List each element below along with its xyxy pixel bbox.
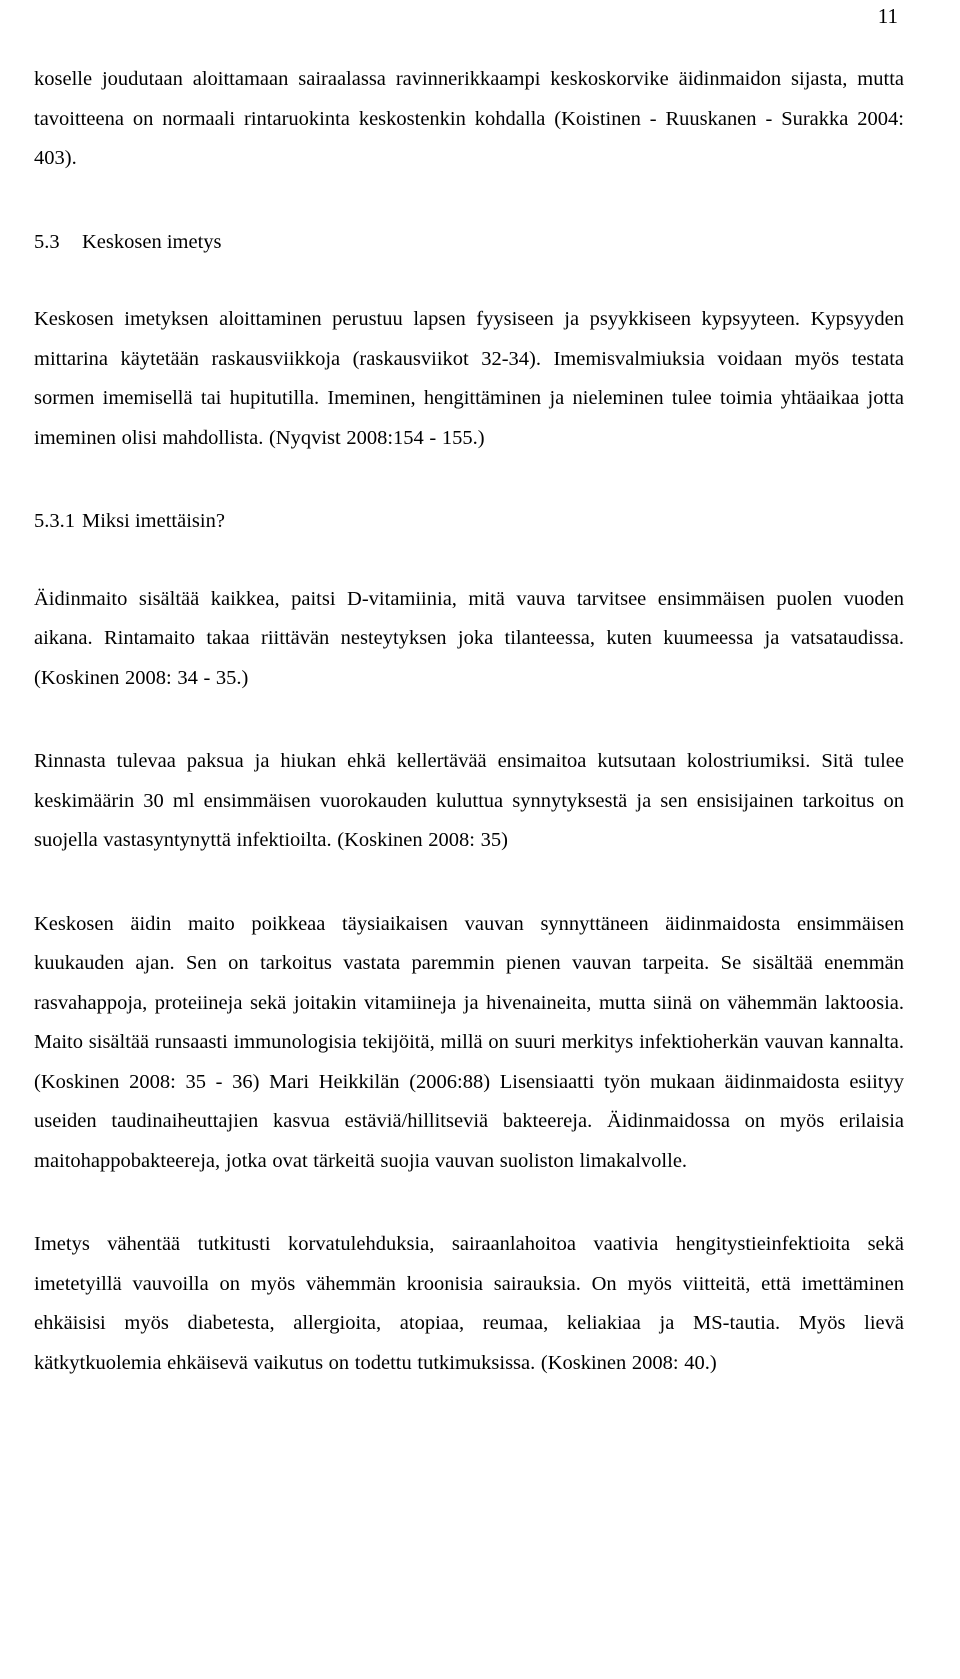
paragraph-keskosen-aidin-maito: Keskosen äidin maito poikkeaa täysiaikaisen vauvan synnyttäneen äidinmaidosta ensimmäisen kuukauden ajan. Sen on tarkoitus vastata paremmin pienen vauvan tarpeita. Se sisältää enemmän rasvahappoja, proteiineja sekä joitakin vitamiineja ja hivenaineita, mutta siinä on vähemmän laktoosia. Maito sisältää runsaasti immunologisia tekijöitä, millä on suuri merkitys infektioherkän vauvan kannalta. (Koskinen 2008: 35 - 36) Mari Heikkilän (2006:88) Lisensiaatti työn mukaan äidinmaidosta esiityy useiden taudinaiheuttajien kasvua estäviä/hillitseviä bakteereja. Äidinmaidossa on myös erilaisia maitohappobakteereja, jotka ovat tärkeitä suojia vauvan suoliston limakalvolle. <box>34 912 904 1172</box>
subsection-number: 5.3.1 <box>34 510 75 532</box>
paragraph-intro-continuation: koselle joudutaan aloittamaan sairaalassa ravinnerikkaampi keskoskorvike äidinmaidon sijasta, mutta tavoitteena on normaali rintaruokinta keskostenkin kohdalla (Koistinen - Ruuskanen - Surakka 2004: 403). <box>34 68 904 169</box>
document-body <box>34 60 904 1383</box>
subsection-title: Miksi imettäisin? <box>82 510 225 532</box>
subsection-heading-miksi-imettaisin <box>34 502 904 542</box>
section-title: Keskosen imetys <box>82 230 222 253</box>
paragraph-aidinmaito: Äidinmaito sisältää kaikkea, paitsi D-vitamiinia, mitä vauva tarvitsee ensimmäisen puolen vuoden aikana. Rintamaito takaa riittävän nesteytyksen joka tilanteessa, kuten kuumeessa ja vatsataudissa. (Koskinen 2008: 34 - 35.) <box>34 587 904 689</box>
section-number: 5.3 <box>34 230 60 253</box>
paragraph-imetys-vahentaa: Imetys vähentää tutkitusti korvatulehduksia, sairaanlahoitoa vaativia hengitystieinfektioita sekä imetetyillä vauvoilla on myös vähemmän kroonisia sairauksia. On myös viitteitä, että imettäminen ehkäisisi myös diabetesta, allergioita, atopiaa, reumaa, keliakiaa ja MS-tautia. Myös lievä kätkytkuolemia ehkäisevä vaikutus on todettu tutkimuksissa. (Koskinen 2008: 40.) <box>34 1233 904 1374</box>
paragraph-kolostrium: Rinnasta tulevaa paksua ja hiukan ehkä kellertävää ensimaitoa kutsutaan kolostriumiksi. Sitä tulee keskimäärin 30 ml ensimmäisen vuorokauden kuluttua synnytyksestä ja sen ensisijainen tarkoitus on suojella vastasyntynyttä infektioilta. (Koskinen 2008: 35) <box>34 750 904 851</box>
paragraph-imetys-aloittaminen: Keskosen imetyksen aloittaminen perustuu lapsen fyysiseen ja psyykkiseen kypsyyteen. Kypsyyden mittarina käytetään raskausviikkoja (raskausviikot 32-34). Imemisvalmiuksia voidaan myös testata sormen imemisellä tai hupitutilla. Imeminen, hengittäminen ja nieleminen tulee toimia yhtäaikaa jotta imeminen olisi mahdollista. (Nyqvist 2008:154 - 155.) <box>34 308 904 449</box>
page-number: 11 <box>877 4 898 28</box>
section-heading-keskosen-imetys <box>34 223 904 263</box>
